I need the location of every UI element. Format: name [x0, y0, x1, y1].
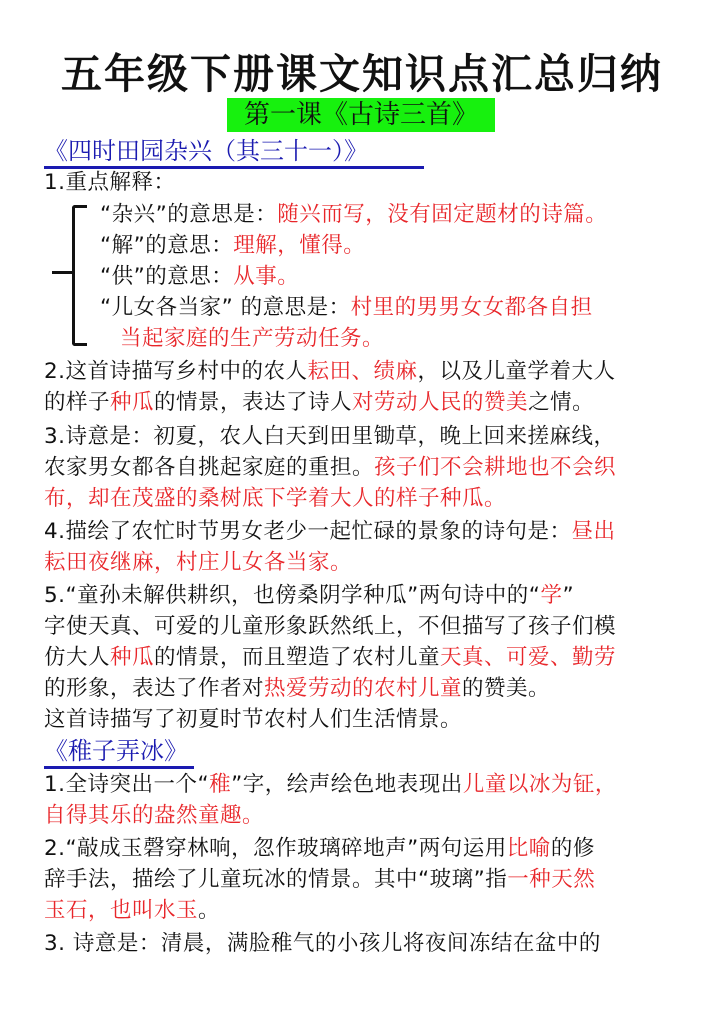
text: 之情。	[528, 390, 595, 415]
emphasis: 种瓜	[110, 645, 155, 670]
text: 5.“童孙未解供耕织，也傍桑阴学种瓜”两句诗中的“	[44, 583, 541, 608]
def-term: “儿女各当家” 的意思是：	[100, 295, 351, 320]
emphasis: 学	[540, 583, 563, 608]
emphasis: 对劳动人民的赞美	[352, 390, 529, 415]
point-2-cont	[44, 865, 595, 895]
text: 1.全诗突出一个“	[44, 772, 210, 797]
point-5-cont3	[44, 674, 550, 704]
point-4	[44, 517, 616, 547]
def-meaning: 村里的男男女女都各自担	[350, 295, 593, 320]
def-meaning: 随兴而写，没有固定题材的诗篇。	[277, 202, 608, 227]
point-1	[44, 770, 617, 800]
emphasis: 种瓜	[110, 390, 155, 415]
text: ”字，绘声绘色地表现出	[231, 772, 463, 797]
poem-summary: 这首诗描写了初夏时节农村人们生活情景。	[44, 707, 463, 732]
poem-title-sishi: 《四时田园杂兴（其三十一）》	[44, 136, 424, 169]
emphasis: 耘田、绩麻	[307, 359, 418, 384]
text: ”	[562, 583, 575, 608]
point-3-cont	[44, 453, 616, 483]
point-3-cont2: 布，却在茂盛的桑树底下学着大人的样子种瓜。	[44, 486, 507, 511]
text: 4.描绘了农忙时节男女老少一起忙碌的景象的诗句是：	[44, 519, 572, 544]
text: ，以及儿童学着大人	[417, 359, 616, 384]
emphasis: 天真、可爱、勤劳	[440, 645, 617, 670]
text: 的样子	[44, 390, 111, 415]
point-2-cont2	[44, 896, 220, 926]
point-5-cont2	[44, 643, 616, 673]
text: 的形象，表达了作者对	[44, 676, 265, 701]
point-3: 3. 诗意是：清晨，满脸稚气的小孩儿将夜间冻结在盆中的	[44, 931, 601, 956]
definition-item-cont: 当起家庭的生产劳动任务。	[120, 326, 385, 351]
emphasis: 热爱劳动的农村儿童	[264, 676, 463, 701]
emphasis: 孩子们不会耕地也不会织	[374, 455, 617, 480]
emphasis: 玉石，也叫水玉	[44, 898, 199, 923]
text: 2.这首诗描写乡村中的农人	[44, 359, 308, 384]
text: 的修	[550, 836, 595, 861]
point-5-cont: 字使天真、可爱的儿童形象跃然纸上，不但描写了孩子们模	[44, 614, 617, 639]
lesson-heading: 第一课《古诗三首》	[227, 98, 495, 132]
text: 2.“敲成玉磬穿林响，忽作玻璃碎地声”两句运用	[44, 836, 507, 861]
text: 。	[198, 898, 221, 923]
text: 的情景，而且塑造了农村儿童	[154, 645, 441, 670]
point-3: 3.诗意是：初夏，农人白天到田里锄草，晚上回来搓麻线，	[44, 424, 616, 449]
definition-item	[100, 231, 365, 261]
emphasis: 一种天然	[507, 867, 596, 892]
poem-title-zhizi: 《稚子弄冰》	[44, 736, 194, 769]
emphasis: 昼出	[571, 519, 616, 544]
def-meaning: 从事。	[233, 264, 300, 289]
def-term: “杂兴”的意思是：	[100, 202, 278, 227]
section-heading: 1.重点解释：	[44, 170, 176, 195]
point-1-cont: 自得其乐的盎然童趣。	[44, 803, 265, 828]
text: 仿大人	[44, 645, 111, 670]
definition-item	[100, 200, 607, 230]
text: 辞手法，描绘了儿童玩冰的情景。其中“玻璃”指	[44, 867, 508, 892]
text: 的情景，表达了诗人	[154, 390, 353, 415]
bracket	[72, 205, 87, 346]
definition-item	[100, 293, 593, 323]
point-2-cont	[44, 388, 594, 418]
point-5	[44, 581, 574, 611]
emphasis: 稚	[209, 772, 232, 797]
point-2	[44, 834, 595, 864]
point-2	[44, 357, 616, 387]
emphasis: 比喻	[506, 836, 551, 861]
definition-item	[100, 262, 299, 292]
text: 农家男女都各自挑起家庭的重担。	[44, 455, 375, 480]
point-4-cont: 耘田夜继麻，村庄儿女各当家。	[44, 550, 353, 575]
document-title: 五年级下册课文知识点汇总归纳	[61, 50, 663, 98]
def-term: “供”的意思：	[100, 264, 234, 289]
def-meaning: 理解，懂得。	[233, 233, 366, 258]
def-term: “解”的意思：	[100, 233, 234, 258]
emphasis: 儿童以冰为钲，	[462, 772, 617, 797]
bracket-tick	[52, 271, 72, 274]
text: 的赞美。	[462, 676, 551, 701]
